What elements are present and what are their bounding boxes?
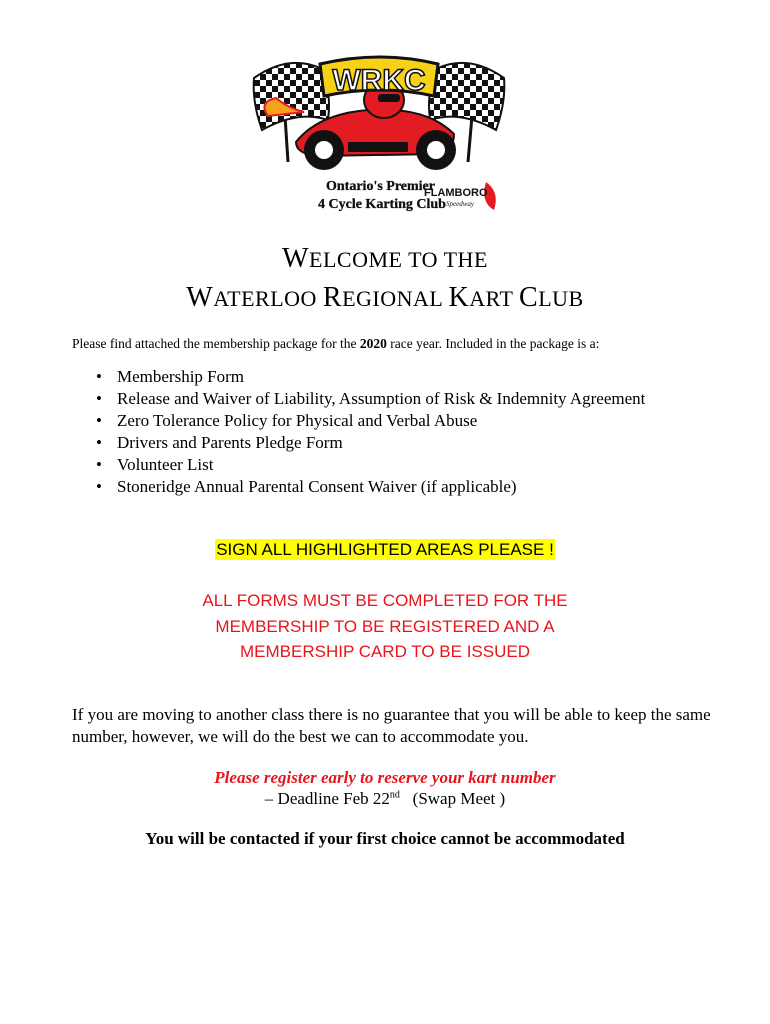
package-list (96, 366, 645, 498)
race-year: 2020 (359, 336, 387, 351)
class-change-note: If you are moving to another class there is no guarantee that you will be able to keep the same number, however, we will do the best we can to accommodate you. (72, 705, 711, 746)
list-item: • Stoneridge Annual Parental Consent Waiver (if applicable) (96, 477, 517, 496)
page-title (0, 240, 770, 318)
bullet-icon: • (96, 433, 102, 452)
bullet-icon: • (96, 389, 102, 408)
intro-paragraph: Please find attached the membership package for the 2020 race year. Included in the package is a: (72, 336, 600, 351)
forms-required-notice: ALL FORMS MUST BE COMPLETED FOR THE MEMBERSHIP TO BE REGISTERED AND A MEMBERSHIP CARD TO BE ISSUED (202, 591, 568, 661)
list-item: • Release and Waiver of Liability, Assumption of Risk & Indemnity Agreement (96, 389, 646, 408)
wrkc-banner (320, 57, 438, 97)
list-item: • Volunteer List (96, 455, 214, 474)
bullet-icon: • (96, 477, 102, 496)
title-line-2: WATERLOO REGIONAL KART CLUB (186, 282, 584, 313)
bullet-icon: • (96, 367, 102, 386)
register-early-text: Please register early to reserve your kart number (214, 768, 556, 787)
bullet-icon: • (96, 411, 102, 430)
list-item: • Zero Tolerance Policy for Physical and Verbal Abuse (96, 411, 478, 430)
title-line-1: WELCOME TO THE (282, 243, 488, 274)
contact-note: You will be contacted if your first choice cannot be accommodated (145, 829, 625, 848)
wrkc-logo-graphic (248, 50, 510, 220)
bullet-icon: • (96, 455, 102, 474)
deadline-line: – Deadline Feb 22nd (Swap Meet ) (264, 789, 506, 808)
logo-main-text: WRKC (332, 64, 426, 97)
partner-sub: Speedway (446, 200, 474, 208)
logo-tagline-1: Ontario's Premier (326, 179, 435, 194)
logo-tagline-2: 4 Cycle Karting Club (318, 197, 446, 212)
list-item: • Membership Form (96, 367, 245, 386)
wrkc-logo (248, 50, 510, 220)
sign-highlighted-notice: SIGN ALL HIGHLIGHTED AREAS PLEASE ! (216, 540, 554, 559)
partner-name: FLAMBORO (424, 187, 488, 199)
list-item: • Drivers and Parents Pledge Form (96, 433, 343, 452)
register-early-block (0, 767, 770, 809)
